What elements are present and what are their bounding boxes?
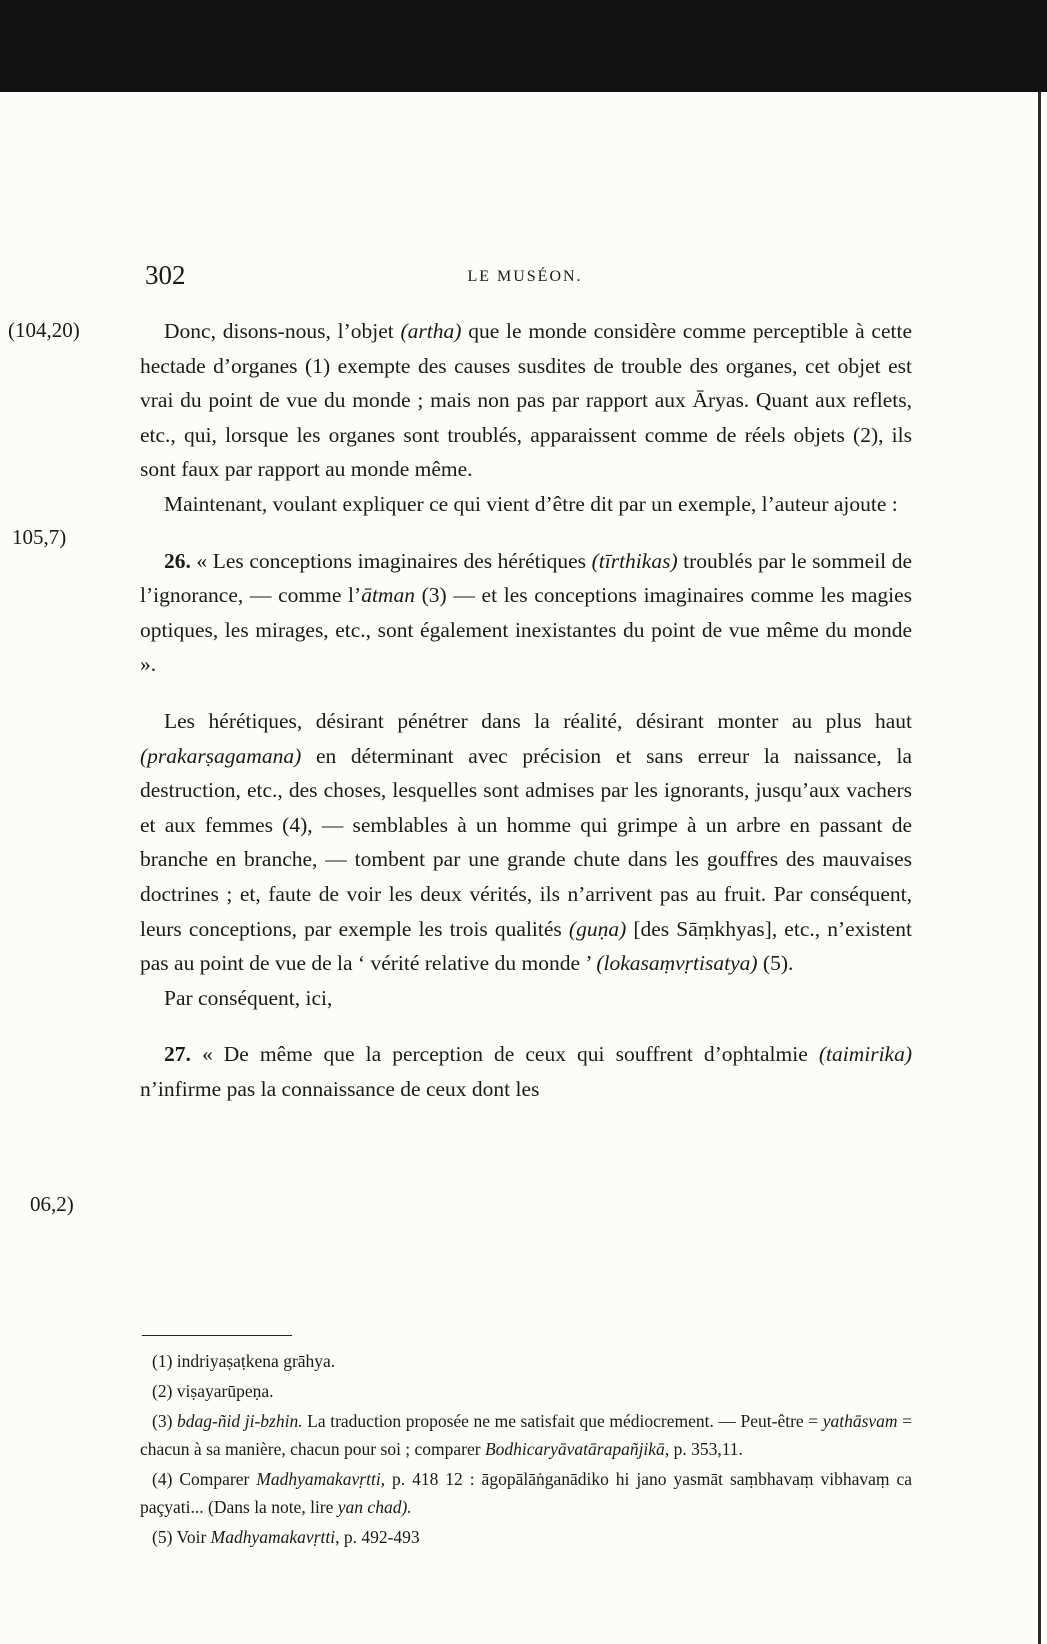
scan-top-border	[0, 0, 1047, 92]
paragraph-2: Maintenant, voulant expliquer ce qui vient d’être dit par un exemple, l’auteur ajoute :	[164, 491, 898, 516]
margin-ref-1: (104,20)	[8, 318, 80, 342]
journal-title: LE MUSÉON.	[467, 268, 583, 285]
footnote-1: (1) indriyaṣaṭkena grāhya.	[152, 1351, 336, 1371]
margin-ref-2: 105,7)	[12, 525, 67, 549]
footnote-5: (5) Voir Madhyamakavṛtti, p. 492-493	[152, 1527, 420, 1547]
footnote-3: (3) bdag-ñid ji-bzhin. La traduction proposée ne me satisfait que médiocrement. — Peut-être = yathāsvam = chacun à sa manière, chacun pour soi ; comparer Bodhicaryāvatārapañjikā, p. 353,11.	[140, 1411, 912, 1459]
paragraph-4: Les hérétiques, désirant pénétrer dans la réalité, désirant monter au plus haut (prakarṣagamana) en déterminant avec précision et sans erreur la naissance, la destruction, etc., des choses, lesquelles sont admises par les ignorants, jusqu’aux vachers et aux femmes (4), — semblables à un homme qui grimpe à un arbre en passant de branche en branche, — tombent par une grande chute dans les gouffres des mauvaises doctrines ; et, faute de voir les deux vérités, ils n’arrivent pas au fruit. Par conséquent, leurs conceptions, par exemple les trois qualités (guṇa) [des Sāṃkhyas], etc., n’existent pas au point de vue de la ‘ vérité relative du monde ’ (lokasaṃvṛtisatya) (5).	[140, 708, 913, 976]
footnote-rule	[142, 1335, 292, 1336]
paragraph-5: Par conséquent, ici,	[164, 985, 333, 1010]
margin-ref-3: 06,2)	[30, 1192, 74, 1216]
scan-right-edge	[1038, 92, 1041, 1644]
paragraph-1: Donc, disons-nous, l’objet (artha) que le monde considère comme perceptible à cette hectade d’organes (1) exempte des causes susdites de trouble des organes, cet objet est vrai du point de vue du monde ; mais non pas par rapport aux Āryas. Quant aux reflets, etc., qui, lorsque les organes sont troublés, apparaissent comme de réels objets (2), ils sont faux par rapport au monde même.	[140, 319, 912, 482]
running-header	[135, 260, 915, 300]
footnote-2: (2) viṣayarūpeṇa.	[152, 1381, 274, 1401]
page-number: 302	[145, 260, 186, 290]
footnote-4: (4) Comparer Madhyamakavṛtti, p. 418 12 : āgopālāṅganādiko hi jano yasmāt saṃbhavaṃ vibhavaṃ ca paçyati... (Dans la note, lire yan chad).	[140, 1469, 912, 1517]
footnotes	[140, 1347, 912, 1553]
verse-26: 26. « Les conceptions imaginaires des hérétiques (tīrthikas) troublés par le sommeil de l’ignorance, — comme l’ātman (3) — et les conceptions imaginaires comme les magies optiques, les mirages, etc., sont également inexistantes du point de vue même du monde ».	[140, 548, 912, 677]
verse-27: 27. « De même que la perception de ceux qui souffrent d’ophtalmie (taimirika) n’infirme pas la connaissance de ceux dont les	[140, 1042, 912, 1101]
main-text	[140, 314, 912, 1106]
